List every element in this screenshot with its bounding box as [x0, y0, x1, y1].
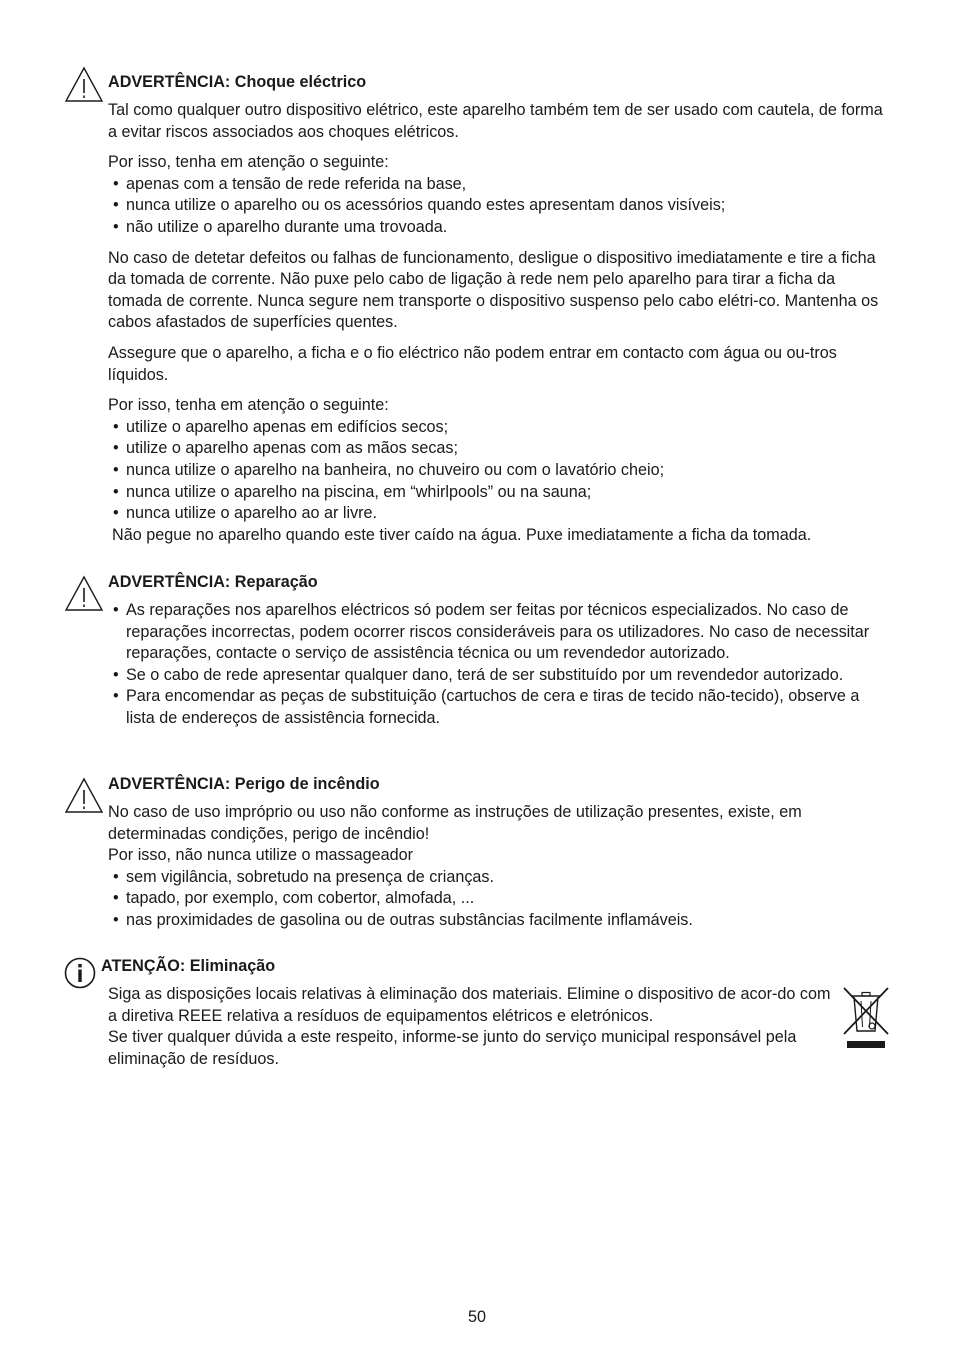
- list-item: • utilize o aparelho apenas em edifícios secos;: [108, 417, 888, 439]
- list-item: • As reparações nos aparelhos eléctricos só podem ser feitas por técnicos especializados. No caso de reparações incorrectas, podem ocorrer riscos consideráveis para os utilizadores. No caso de necessitar reparações, contacte o serviço de assistência técnica ou um revendedor autorizado.: [108, 600, 888, 665]
- list-item: • tapado, por exemplo, com cobertor, almofada, ...: [108, 888, 888, 910]
- paragraph: Se tiver qualquer dúvida a este respeito, informe-se junto do serviço municipal responsável pela eliminação de resíduos.: [108, 1028, 797, 1068]
- list-item: • nunca utilize o aparelho na piscina, em “whirlpools” ou na sauna;: [108, 482, 888, 504]
- list-item: • não utilize o aparelho durante uma trovoada.: [108, 217, 888, 239]
- crossed-bin-icon: [841, 986, 891, 1050]
- list-item: • nas proximidades de gasolina ou de outras substâncias facilmente inflamáveis.: [108, 910, 888, 932]
- paragraph: Por isso, tenha em atenção o seguinte:: [108, 153, 389, 172]
- paragraph: Por isso, não nunca utilize o massageador: [108, 846, 414, 865]
- heading-fire: ADVERTÊNCIA: Perigo de incêndio: [108, 775, 380, 793]
- list-item: • nunca utilize o aparelho ao ar livre.: [108, 503, 888, 525]
- bullet-list: [108, 600, 888, 730]
- paragraph: Siga as disposições locais relativas à eliminação dos materiais. Elimine o dispositivo de acor-do com a diretiva REEE relativa a resíduos de equipamentos elétricos e eletrónicos.: [108, 985, 831, 1025]
- paragraph: No caso de detetar defeitos ou falhas de funcionamento, desligue o dispositivo imediatamente e tire a ficha da tomada de corrente. Não puxe pelo cabo de ligação à rede nem pelo aparelho para tirar a ficha da tomada de corrente. Nunca segure nem transporte o dispositivo suspenso pelo cabo elétri-co. Mantenha os cabos afastados de superfícies quentes.: [108, 248, 879, 332]
- paragraph: Assegure que o aparelho, a ficha e o fio eléctrico não podem entrar em contacto com água ou ou-tros líquidos.: [108, 343, 837, 384]
- paragraph: No caso de uso impróprio ou uso não conforme as instruções de utilização presentes, existe, em determinadas condições, perigo de incêndio!: [108, 803, 802, 843]
- list-item: • sem vigilância, sobretudo na presença de crianças.: [108, 867, 888, 889]
- paragraph: Por isso, tenha em atenção o seguinte:: [108, 396, 389, 415]
- list-item: • Se o cabo de rede apresentar qualquer dano, terá de ser substituído por um revendedor autorizado.: [108, 665, 888, 687]
- list-item: • apenas com a tensão de rede referida na base,: [108, 174, 888, 196]
- page-number: 50: [467, 1308, 486, 1326]
- body-repair: [108, 600, 888, 730]
- body-electric-shock: [108, 100, 888, 546]
- list-item: • Para encomendar as peças de substituição (cartuchos de cera e tiras de tecido não-tecido), observe a lista de endereços de assistência fornecida.: [108, 686, 888, 729]
- heading-repair: ADVERTÊNCIA: Reparação: [108, 573, 318, 591]
- list-item: • utilize o aparelho apenas com as mãos secas;: [108, 438, 888, 460]
- warning-triangle-icon: [64, 777, 104, 815]
- info-icon: [64, 957, 96, 989]
- bullet-list: [108, 174, 888, 239]
- list-item: • nunca utilize o aparelho na banheira, no chuveiro ou com o lavatório cheio;: [108, 460, 888, 482]
- body-fire: [108, 802, 888, 932]
- list-item: • nunca utilize o aparelho ou os acessórios quando estes apresentam danos visíveis;: [108, 195, 888, 217]
- heading-disposal: ATENÇÃO: Eliminação: [101, 957, 276, 975]
- bullet-list: [108, 417, 888, 525]
- bullet-list: [108, 867, 888, 932]
- warning-triangle-icon: [64, 66, 104, 104]
- body-disposal: [108, 984, 833, 1070]
- paragraph: Tal como qualquer outro dispositivo elétrico, este aparelho também tem de ser usado com cautela, de forma a evitar riscos associados aos choques elétricos.: [108, 101, 883, 141]
- warning-triangle-icon: [64, 575, 104, 613]
- heading-electric-shock: ADVERTÊNCIA: Choque eléctrico: [108, 73, 367, 91]
- paragraph: Não pegue no aparelho quando este tiver caído na água. Puxe imediatamente a ficha da tomada.: [112, 525, 812, 544]
